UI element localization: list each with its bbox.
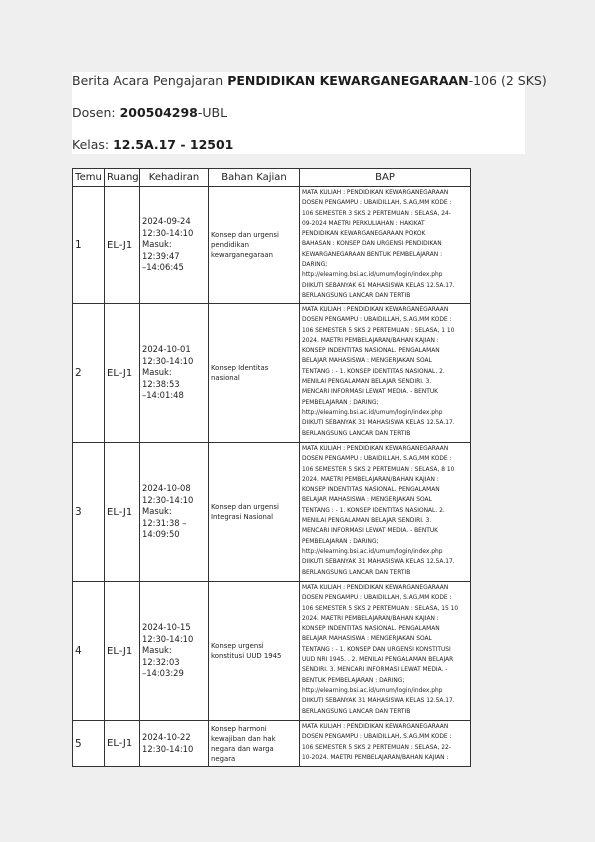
bap-text-line: DIIKUTI SEBANYAK 31 MAHASISWA KELAS 12.5A.17.: [302, 559, 455, 566]
attendance-masuk: Masuk: 12:31:38 –: [142, 506, 187, 528]
bap-text-line: BELAJAR MAHASISWA : MENGERJAKAN SOAL: [302, 358, 432, 365]
bap-text-line: BERLANGSUNG LANCAR DAN TERTIB: [302, 569, 411, 576]
table-row: [73, 721, 471, 767]
course-suffix: -106 (2 SKS): [468, 73, 547, 88]
dosen-line: [72, 105, 227, 120]
dosen-suffix: -UBL: [197, 105, 228, 120]
attendance-date: 2024-10-01: [142, 344, 191, 355]
bap-text-line: DOSEN PENGAMPU : UBAIDILLAH, S.AG,MM KODE :: [302, 595, 452, 602]
bap-cell: [300, 187, 471, 304]
bap-text-line: BELAJAR MAHASISWA : MENGERJAKAN SOAL: [302, 636, 432, 643]
attendance-cell: [140, 187, 209, 304]
study-material: Konsep dan urgensi pendidikan kewarganegaraan: [209, 187, 300, 304]
bap-text-line: DOSEN PENGAMPU : UBAIDILLAH, S.AG,MM KODE :: [302, 200, 452, 207]
bap-text-line: DOSEN PENGAMPU : UBAIDILLAH, S.AG,MM KODE :: [302, 734, 452, 741]
bap-text-line: DARING;: [302, 262, 328, 269]
bap-text-line: MENCARI INFORMASI LEWAT MEDIA. - BENTUK: [302, 389, 439, 396]
bap-text-line: MENCARI INFORMASI LEWAT MEDIA. - BENTUK: [302, 528, 439, 535]
bap-cell: [300, 304, 471, 443]
attendance-date: 2024-10-08: [142, 483, 191, 494]
attendance-masuk: Masuk: 12:38:53: [142, 367, 180, 389]
kelas-label: Kelas:: [72, 137, 114, 152]
attendance-cell: [140, 582, 209, 721]
kelas-line: [72, 137, 233, 152]
meeting-number: 5: [73, 721, 105, 767]
attendance-time: 12:30-14:10: [142, 227, 194, 238]
attendance-keluar: –14:01:48: [142, 390, 184, 401]
room-code: EL-J1: [105, 187, 140, 304]
bap-text-line: MATA KULIAH : PENDIDIKAN KEWARGANEGARAAN: [302, 724, 449, 730]
room-code: EL-J1: [105, 304, 140, 443]
bap-text-line: 106 SEMESTER 5 SKS 2 PERTEMUAN : SELASA, 8 10: [302, 466, 455, 473]
bap-text-line: 106 SEMESTER 5 SKS 2 PERTEMUAN : SELASA, 22-: [302, 744, 451, 751]
bap-text-line: BAHASAN : KONSEP DAN URGENSI PENDIDIKAN: [302, 241, 442, 248]
table-header-row: [73, 169, 471, 187]
bap-text-line: 10-2024. MAETRI PEMBELAJARAN/BAHAN KAJIAN :: [302, 754, 449, 761]
document-header: [72, 72, 547, 154]
bap-text-line: KONSEP INDENTITAS NASIONAL. PENGALAMAN: [302, 626, 440, 633]
study-material: Konsep urgensi konstitusi UUD 1945: [209, 582, 300, 721]
bap-text-line: BENTUK PEMBELAJARAN : DARING;: [302, 677, 405, 684]
dosen-label: Dosen:: [72, 105, 120, 120]
bap-text-line: http://elearning.bsi.ac.id/umum/login/index.php: [302, 409, 443, 416]
col-header-ruang: Ruang: [105, 169, 140, 187]
bap-text-line: DIIKUTI SEBANYAK 61 MAHASISWA KELAS 12.5A.17.: [302, 282, 455, 289]
col-header-kehadiran: Kehadiran: [140, 169, 209, 187]
study-material: Konsep Identitas nasional: [209, 304, 300, 443]
bap-text-line: PEMBELAJARAN : DARING;: [302, 399, 379, 406]
col-header-bap: BAP: [300, 169, 471, 187]
bap-text-line: 2024. MAETRI PEMBELAJARAN/BAHAN KAJIAN :: [302, 476, 439, 483]
attendance-cell: [140, 443, 209, 582]
bap-text-line: BELAJAR MAHASISWA : MENGERJAKAN SOAL: [302, 497, 432, 504]
kelas-value: 12.5A.17 - 12501: [113, 137, 234, 152]
bap-text-line: DIIKUTI SEBANYAK 31 MAHASISWA KELAS 12.5A.17.: [302, 698, 455, 705]
bap-cell: [300, 721, 471, 767]
attendance-date: 2024-10-22: [142, 732, 191, 742]
bap-text-line: PEMBELAJARAN : DARING;: [302, 538, 379, 545]
attendance-time: 12:30-14:10: [142, 494, 194, 505]
bap-text-line: TENTANG : - 1. KONSEP IDENTITAS NASIONAL. 2.: [302, 507, 445, 514]
bap-text-line: 106 SEMESTER 5 SKS 2 PERTEMUAN : SELASA, 1 10: [302, 327, 455, 334]
bap-text-line: 09-2024 MAETRI PERKULIAHAN : HAKIKAT: [302, 220, 425, 227]
bap-text-line: TENTANG : - 1. KONSEP DAN URGENSI KONSTITUSI: [302, 646, 451, 653]
attendance-time: 12:30-14:10: [142, 743, 194, 754]
bap-text-line: DOSEN PENGAMPU : UBAIDILLAH, S.AG,MM KODE :: [302, 317, 452, 324]
bap-text-line: BERLANGSUNG LANCAR DAN TERTIB: [302, 292, 411, 299]
meeting-number: 3: [73, 443, 105, 582]
course-name: PENDIDIKAN KEWARGANEGARAAN: [227, 73, 469, 88]
bap-text-line: KONSEP INDENTITAS NASIONAL. PENGALAMAN: [302, 348, 440, 355]
bap-text-line: 2024. MAETRI PEMBELAJARAN/BAHAN KAJIAN :: [302, 615, 439, 622]
bap-text-line: MENILAI PENGALAMAN BELAJAR SENDIRI. 3.: [302, 379, 432, 386]
study-material: Konsep dan urgensi Integrasi Nasional: [209, 443, 300, 582]
bap-text-line: 106 SEMESTER 5 SKS 2 PERTEMUAN : SELASA, 15 10: [302, 605, 459, 612]
bap-text-line: 106 SEMESTER 3 SKS 2 PERTEMUAN : SELASA, 24-: [302, 210, 451, 217]
bap-text-line: KEWARGANEGARAAN BENTUK PEMBELAJARAN :: [302, 251, 443, 258]
bap-text-line: SENDIRI. 3. MENCARI INFORMASI LEWAT MEDIA. -: [302, 667, 448, 674]
room-code: EL-J1: [105, 721, 140, 767]
col-header-bahan-kajian: Bahan Kajian: [209, 169, 300, 187]
meeting-number: 2: [73, 304, 105, 443]
attendance-masuk: Masuk: 12:32:03: [142, 645, 180, 667]
attendance-time: 12:30-14:10: [142, 355, 194, 366]
meeting-number: 1: [73, 187, 105, 304]
bap-table: [72, 168, 471, 767]
attendance-date: 2024-10-15: [142, 622, 191, 633]
attendance-keluar: 14:09:50: [142, 529, 180, 540]
bap-text-line: KONSEP INDENTITAS NASIONAL. PENGALAMAN: [302, 487, 440, 494]
attendance-time: 12:30-14:10: [142, 633, 194, 644]
bap-text-line: UUD NRI 1945. . 2. MENILAI PENGALAMAN BELAJAR: [302, 657, 454, 664]
attendance-cell: [140, 721, 209, 767]
bap-text-line: 2024. MAETRI PEMBELAJARAN/BAHAN KAJIAN :: [302, 337, 439, 344]
meeting-number: 4: [73, 582, 105, 721]
attendance-cell: [140, 304, 209, 443]
bap-text-line: MATA KULIAH : PENDIDIKAN KEWARGANEGARAAN: [302, 307, 449, 313]
room-code: EL-J1: [105, 582, 140, 721]
document-title: [72, 73, 547, 88]
attendance-masuk: Masuk: 12:39:47: [142, 239, 180, 261]
bap-cell: [300, 582, 471, 721]
title-prefix: Berita Acara Pengajaran: [72, 73, 228, 88]
bap-text-line: http://elearning.bsi.ac.id/umum/login/index.php: [302, 548, 443, 555]
bap-text-line: http://elearning.bsi.ac.id/umum/login/index.php: [302, 687, 443, 694]
table-row: [73, 582, 471, 721]
bap-text-line: http://elearning.bsi.ac.id/umum/login/index.php: [302, 272, 443, 279]
bap-text-line: TENTANG : - 1. KONSEP IDENTITAS NASIONAL. 2.: [302, 368, 445, 375]
attendance-keluar: –14:06:45: [142, 262, 184, 273]
table-row: [73, 304, 471, 443]
bap-text-line: BERLANGSUNG LANCAR DAN TERTIB: [302, 430, 411, 437]
bap-text-line: MATA KULIAH : PENDIDIKAN KEWARGANEGARAAN: [302, 446, 449, 452]
table-row: [73, 187, 471, 304]
bap-text-line: DIIKUTI SEBANYAK 31 MAHASISWA KELAS 12.5A.17.: [302, 420, 455, 427]
bap-text-line: MENILAI PENGALAMAN BELAJAR SENDIRI. 3.: [302, 518, 432, 525]
study-material: Konsep harmoni kewajiban dan hak negara dan warga negara: [209, 721, 300, 767]
attendance-date: 2024-09-24: [142, 216, 191, 227]
dosen-code: 200504298: [119, 105, 198, 120]
bap-text-line: MATA KULIAH : PENDIDIKAN KEWARGANEGARAAN: [302, 585, 449, 591]
table-body: [73, 187, 471, 767]
attendance-keluar: –14:03:29: [142, 668, 184, 679]
bap-text-line: PENDIDIKAN KEWARGANEGARAAN POKOK: [302, 231, 426, 238]
col-header-temu: Temu: [73, 169, 105, 187]
room-code: EL-J1: [105, 443, 140, 582]
bap-text-line: DOSEN PENGAMPU : UBAIDILLAH, S.AG,MM KODE :: [302, 456, 452, 463]
bap-text-line: MATA KULIAH : PENDIDIKAN KEWARGANEGARAAN: [302, 190, 449, 196]
bap-cell: [300, 443, 471, 582]
bap-text-line: BERLANGSUNG LANCAR DAN TERTIB: [302, 708, 411, 715]
table-row: [73, 443, 471, 582]
